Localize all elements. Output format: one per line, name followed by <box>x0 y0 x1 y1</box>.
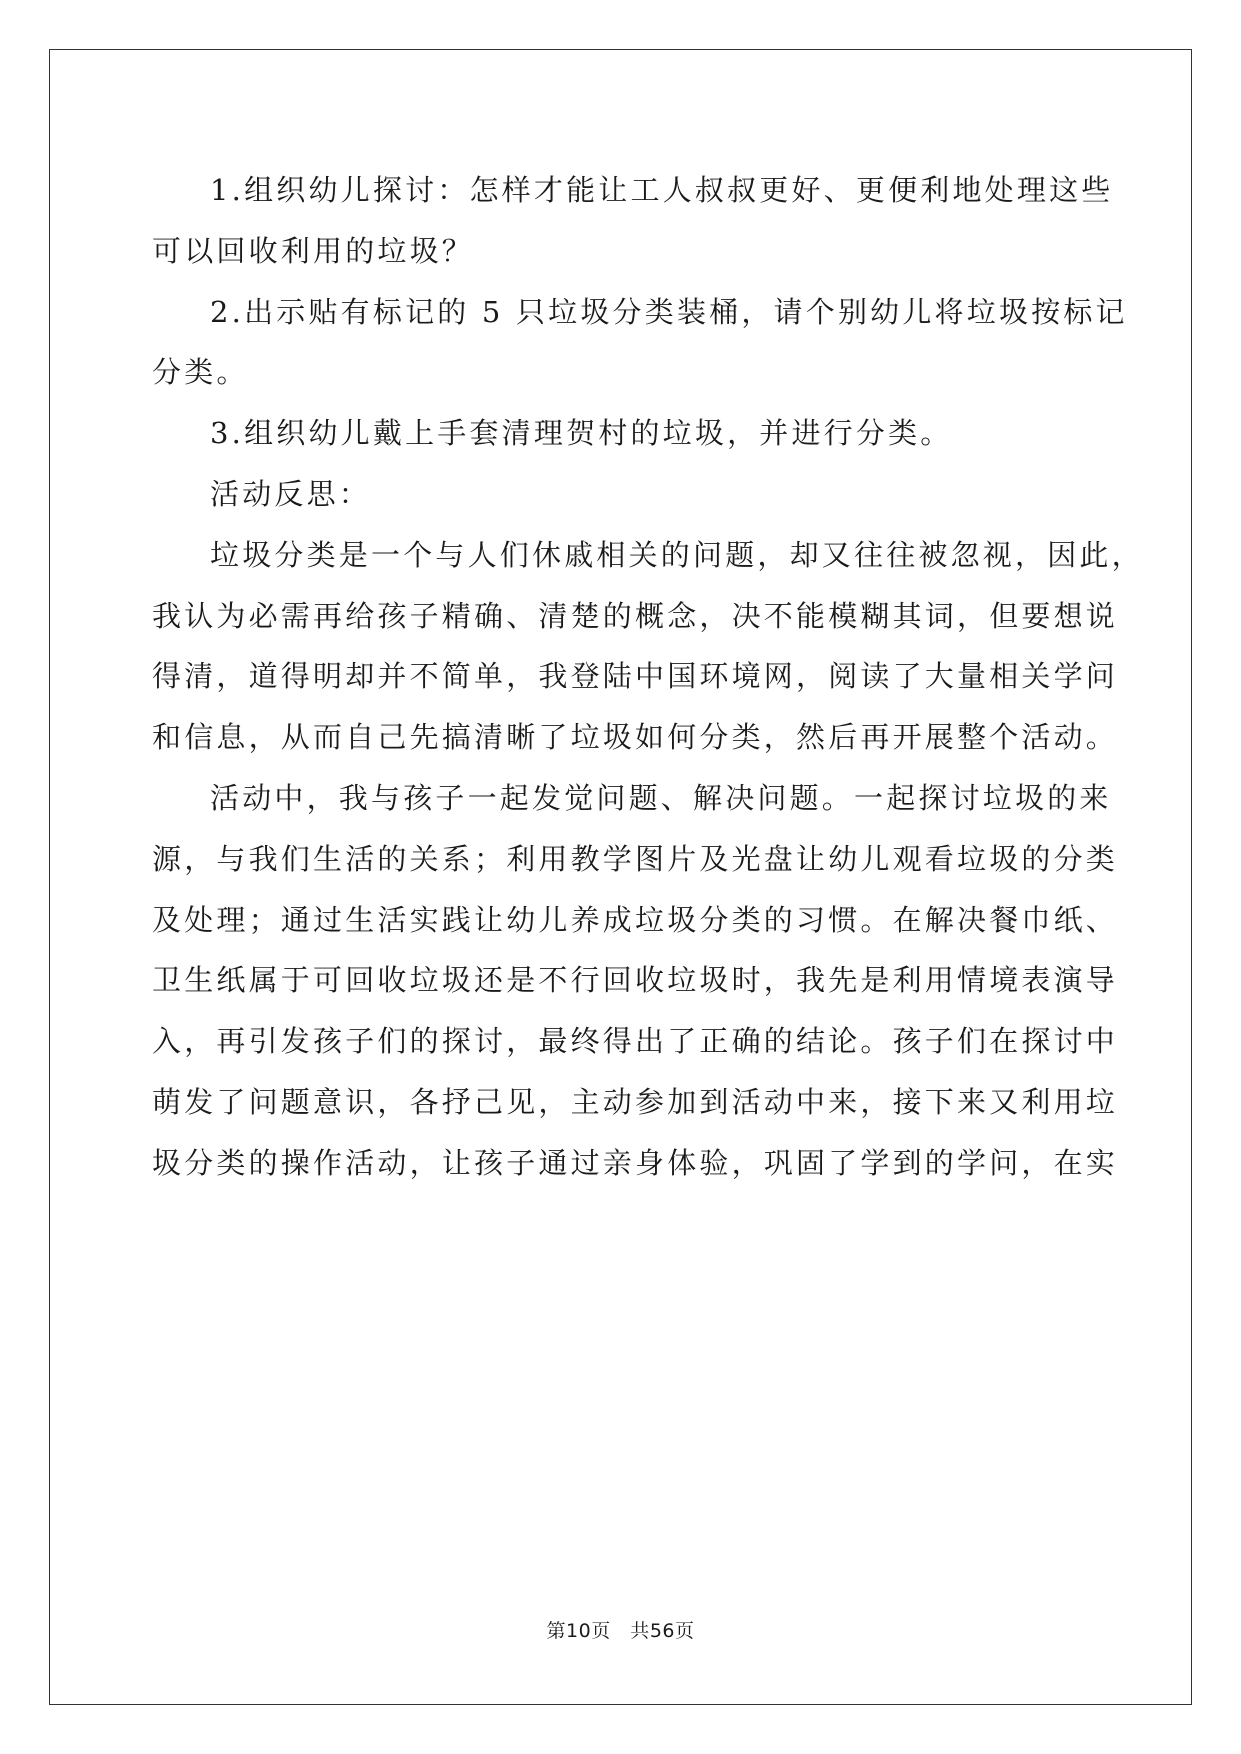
text-line: 卫生纸属于可回收垃圾还是不行回收垃圾时，我先是利用情境表演导 <box>152 963 1119 998</box>
current-page-number: 10 <box>566 1620 592 1642</box>
document-body <box>152 160 1144 1194</box>
text-line: 和信息，从而自己先搞清晰了垃圾如何分类，然后再开展整个活动。 <box>152 720 1119 755</box>
paragraph-2 <box>152 282 1128 404</box>
page-label-suffix: 页 <box>675 1620 695 1642</box>
text-line: 可以回收利用的垃圾？ <box>152 233 475 268</box>
page-label-prefix: 第 <box>546 1620 566 1642</box>
text-line: 萌发了问题意识，各抒己见，主动参加到活动中来，接下来又利用垃 <box>152 1084 1119 1119</box>
text-line: 我认为必需再给孩子精确、清楚的概念，决不能模糊其词，但要想说 <box>152 598 1119 633</box>
text-line: 圾分类的操作活动，让孩子通过亲身体验，巩固了学到的学问，在实 <box>152 1145 1119 1180</box>
text-line: 源，与我们生活的关系；利用教学图片及光盘让幼儿观看垃圾的分类 <box>152 841 1119 876</box>
page-footer <box>0 1616 1241 1643</box>
text-line: 1.组织幼儿探讨：怎样才能让工人叔叔更好、更便利地处理这些 <box>210 173 1114 207</box>
text-line: 垃圾分类是一个与人们休戚相关的问题，却又往往被忽视，因此， <box>210 537 1144 572</box>
text-line: 活动反思： <box>210 476 372 511</box>
text-line: 得清，道得明却并不简单，我登陆中国环境网，阅读了大量相关学问 <box>152 659 1119 694</box>
text-line: 入，再引发孩子们的探讨，最终得出了正确的结论。孩子们在探讨中 <box>152 1024 1119 1059</box>
paragraph-1 <box>152 160 1114 282</box>
section-heading-reflection <box>152 464 1087 525</box>
text-line: 及处理；通过生活实践让幼儿养成垃圾分类的习惯。在解决餐巾纸、 <box>152 902 1119 937</box>
page-label-mid: 页 共 <box>591 1620 650 1642</box>
paragraph-5 <box>152 525 1144 768</box>
paragraph-6 <box>152 768 1119 1194</box>
text-line: 3.组织幼儿戴上手套清理贺村的垃圾，并进行分类。 <box>210 416 953 451</box>
paragraph-3 <box>152 403 1087 464</box>
text-line: 2.出示贴有标记的 5 只垃圾分类装桶，请个别幼儿将垃圾按标记 <box>210 294 1128 329</box>
text-line: 分类。 <box>152 355 249 390</box>
text-line: 活动中，我与孩子一起发觉问题、解决问题。一起探讨垃圾的来 <box>210 780 1112 815</box>
total-page-number: 56 <box>649 1620 675 1642</box>
